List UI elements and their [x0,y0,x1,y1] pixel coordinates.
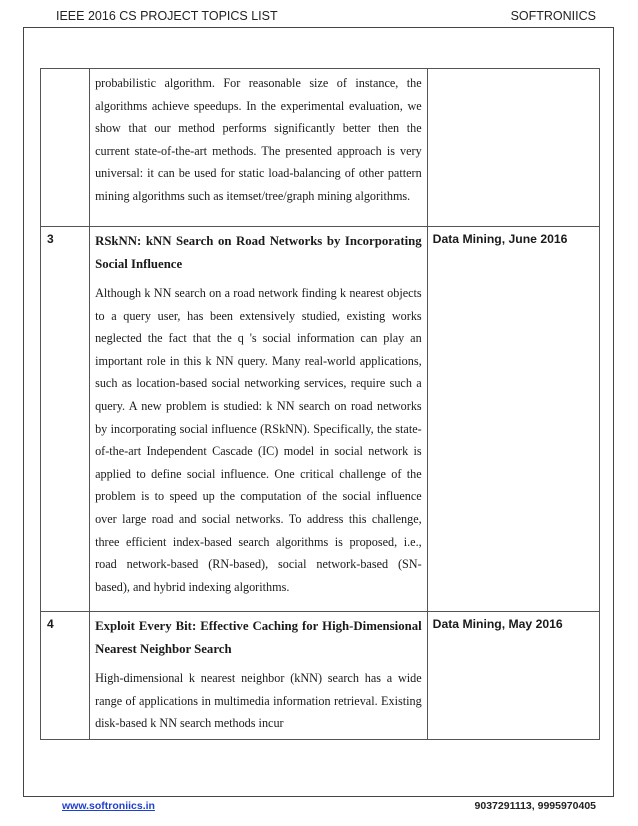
page-header [56,9,596,27]
row-number: 4 [41,612,90,740]
row-title: Exploit Every Bit: Effective Caching for High-Dimensional Nearest Neighbor Search [95,619,422,656]
table-row [41,227,600,612]
table-row [41,612,600,740]
row-number [41,69,90,227]
table-row [41,69,600,227]
website-link[interactable]: www.softroniics.in [62,800,155,812]
row-abstract: High-dimensional k nearest neighbor (kNN) search has a wide range of applications in multimedia information retrieval. Existing disk-based k NN search methods incur [95,671,422,731]
row-venue: Data Mining, May 2016 [427,612,599,740]
phone-numbers: 9037291113, 9995970405 [474,800,596,812]
row-number: 3 [41,227,90,612]
page-footer [56,800,596,816]
row-abstract: Although k NN search on a road network finding k nearest objects to a query user, has been extensively studied, existing works neglected the fact that the q 's social information can play an important role in this k NN query. Many real-world applications, such as location-based social networking services, require such a query. A new problem is studied: k NN search on road networks by incorporating social influence (RSkNN). Specifically, the state-of-the-art Independent Cascade (IC) model in social network is applied to define social influence. One critical challenge of the problem is to speed up the computation of the social influence over large road and social networks. To address this challenge, three efficient index-based search algorithms is proposed, i.e., road network-based (RN-based), social network-based (SN-based), and hybrid indexing algorithms. [95,286,422,594]
row-content [90,612,428,740]
page-border-right [613,27,614,797]
page-border-bottom [23,796,614,797]
row-venue: Data Mining, June 2016 [427,227,599,612]
row-content [90,227,428,612]
row-content [90,69,428,227]
row-title: RSkNN: kNN Search on Road Networks by Incorporating Social Influence [95,234,422,271]
page-border-left [23,27,24,797]
header-title: IEEE 2016 CS PROJECT TOPICS LIST [56,9,278,23]
row-abstract: probabilistic algorithm. For reasonable size of instance, the algorithms achieve speedups. In the experimental evaluation, we show that our method performs significantly better then the current state-of-the-art methods. The presented approach is very universal: it can be used for static load-balancing of other pattern mining algorithms such as itemset/tree/graph mining algorithms. [95,76,422,203]
header-company: SOFTRONIICS [510,9,596,23]
page-border-top [23,27,614,28]
project-topics-table [40,68,600,740]
row-venue [427,69,599,227]
